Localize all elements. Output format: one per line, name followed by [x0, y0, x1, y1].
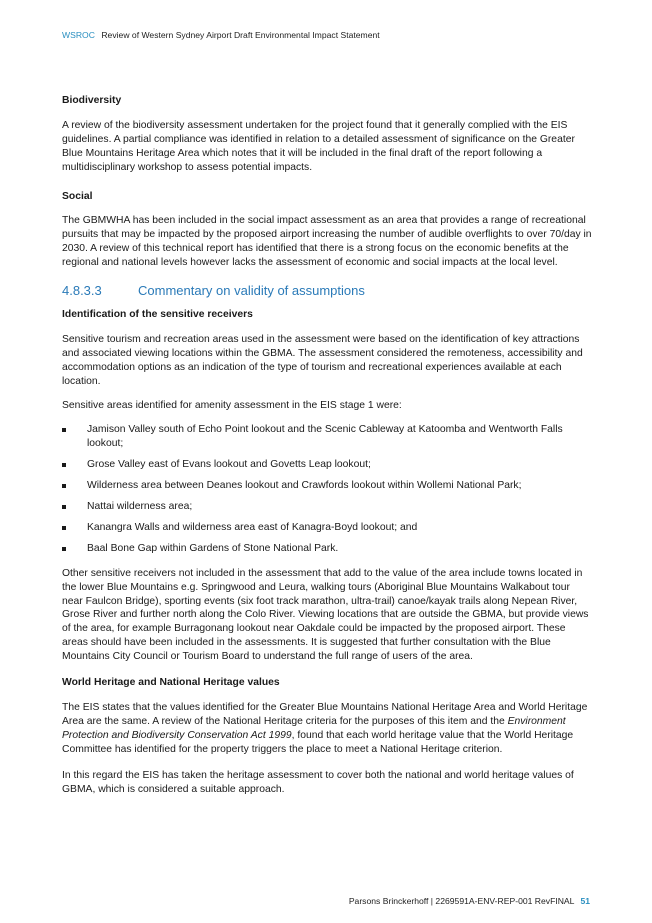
receivers-paragraph-2: Sensitive areas identified for amenity assessment in the EIS stage 1 were: [62, 399, 402, 411]
list-item [62, 521, 592, 535]
receivers-paragraph-3: Other sensitive receivers not included in the assessment that add to the value of the area include towns located in the lower Blue Mountains e.g. Springwood and Leura, walking tours (Aboriginal Blue Mountains Walkabout tour near Faulcon Bridge), sporting events (six foot track marathon, ultra-trail) canoe/kayak trails along Nepean River, Grose River and further north along the Colo River. Viewing locations that are outside the GBMA, but provide views of the area, for example Burragonang lookout near Oakdale could be impacted by the proposed airport. These areas should have been included in the assessments. It is suggested that further consultation with the Blue Mountains City Council or Tourism Board to understand the full range of users of the area. [62, 567, 589, 663]
list-item-text: Nattai wilderness area; [87, 501, 193, 513]
section-heading [62, 284, 592, 298]
list-item-text: Jamison Valley south of Echo Point lookout and the Scenic Cableway at Katoomba and Wentworth Falls lookout; [87, 424, 563, 450]
header-org: WSROC [62, 30, 95, 40]
bullet-icon [62, 526, 66, 530]
heritage-heading: World Heritage and National Heritage values [62, 677, 280, 689]
list-item [62, 479, 592, 493]
bullet-icon [62, 547, 66, 551]
act-title: Environment Protection and Biodiversity Conservation Act 1999 [62, 715, 566, 741]
section-number: 4.8.3.3 [62, 283, 102, 299]
sensitive-areas-list [62, 423, 592, 555]
page-number: 51 [580, 896, 590, 906]
bullet-icon [62, 463, 66, 467]
social-paragraph: The GBMWHA has been included in the social impact assessment as an area that provides a range of recreational pursuits that may be impacted by the proposed airport increasing the number of audible overflights to over 70/day in 2030. A review of this technical report has identified that there is a strong focus on the economic benefits at the regional and national levels however lacks the assessment of economic and social impacts at the local level. [62, 215, 592, 269]
bullet-icon [62, 505, 66, 509]
heritage-paragraph-2: In this regard the EIS has taken the heritage assessment to cover both the national and world heritage values of GBMA, which is considered a suitable approach. [62, 769, 574, 795]
document-body [62, 94, 592, 806]
page-header [62, 30, 380, 40]
heritage-text-b: , found that each world heritage value that the World Heritage Committee has identified for the property triggers the place to meet a National Heritage criterion. [62, 729, 574, 755]
social-heading: Social [62, 190, 93, 202]
list-item-text: Baal Bone Gap within Gardens of Stone National Park. [87, 542, 339, 554]
biodiversity-heading: Biodiversity [62, 95, 122, 106]
receivers-paragraph-1: Sensitive tourism and recreation areas used in the assessment were based on the identification of key attractions and associated viewing locations within the GBMA. The assessment considered the remoteness, accessibility and accommodation options as an indication of the type of tourism and recreational experiences available at each location. [62, 333, 583, 387]
bullet-icon [62, 484, 66, 488]
list-item [62, 500, 592, 514]
receivers-heading: Identification of the sensitive receivers [62, 308, 253, 320]
biodiversity-paragraph: A review of the biodiversity assessment undertaken for the project found that it generally complied with the EIS guidelines. A partial compliance was identified in relation to a detailed assessment of significance on the Greater Blue Mountains Heritage Area which notes that it will be included in the final draft of the report following a multidisciplinary workshop to assess potential impacts. [62, 119, 575, 173]
heritage-text-a: The EIS states that the values identified for the Greater Blue Mountains National Heritage Area and World Heritage Area are the same. A review of the National Heritage criteria for the purposes of this item and the [62, 702, 588, 727]
list-item [62, 458, 592, 472]
bullet-icon [62, 428, 66, 432]
footer-text: Parsons Brinckerhoff | 2269591A-ENV-REP-001 RevFINAL [348, 896, 575, 906]
heritage-paragraph-1 [62, 701, 592, 757]
header-title: Review of Western Sydney Airport Draft Environmental Impact Statement [101, 30, 380, 40]
page-footer [349, 896, 590, 906]
list-item-text: Wilderness area between Deanes lookout and Crawfords lookout within Wollemi National Park; [87, 480, 522, 492]
list-item-text: Grose Valley east of Evans lookout and Govetts Leap lookout; [87, 459, 371, 471]
list-item [62, 423, 592, 451]
list-item [62, 542, 592, 556]
list-item-text: Kanangra Walls and wilderness area east of Kanagra-Boyd lookout; and [87, 521, 418, 533]
section-title: Commentary on validity of assumptions [138, 283, 365, 299]
